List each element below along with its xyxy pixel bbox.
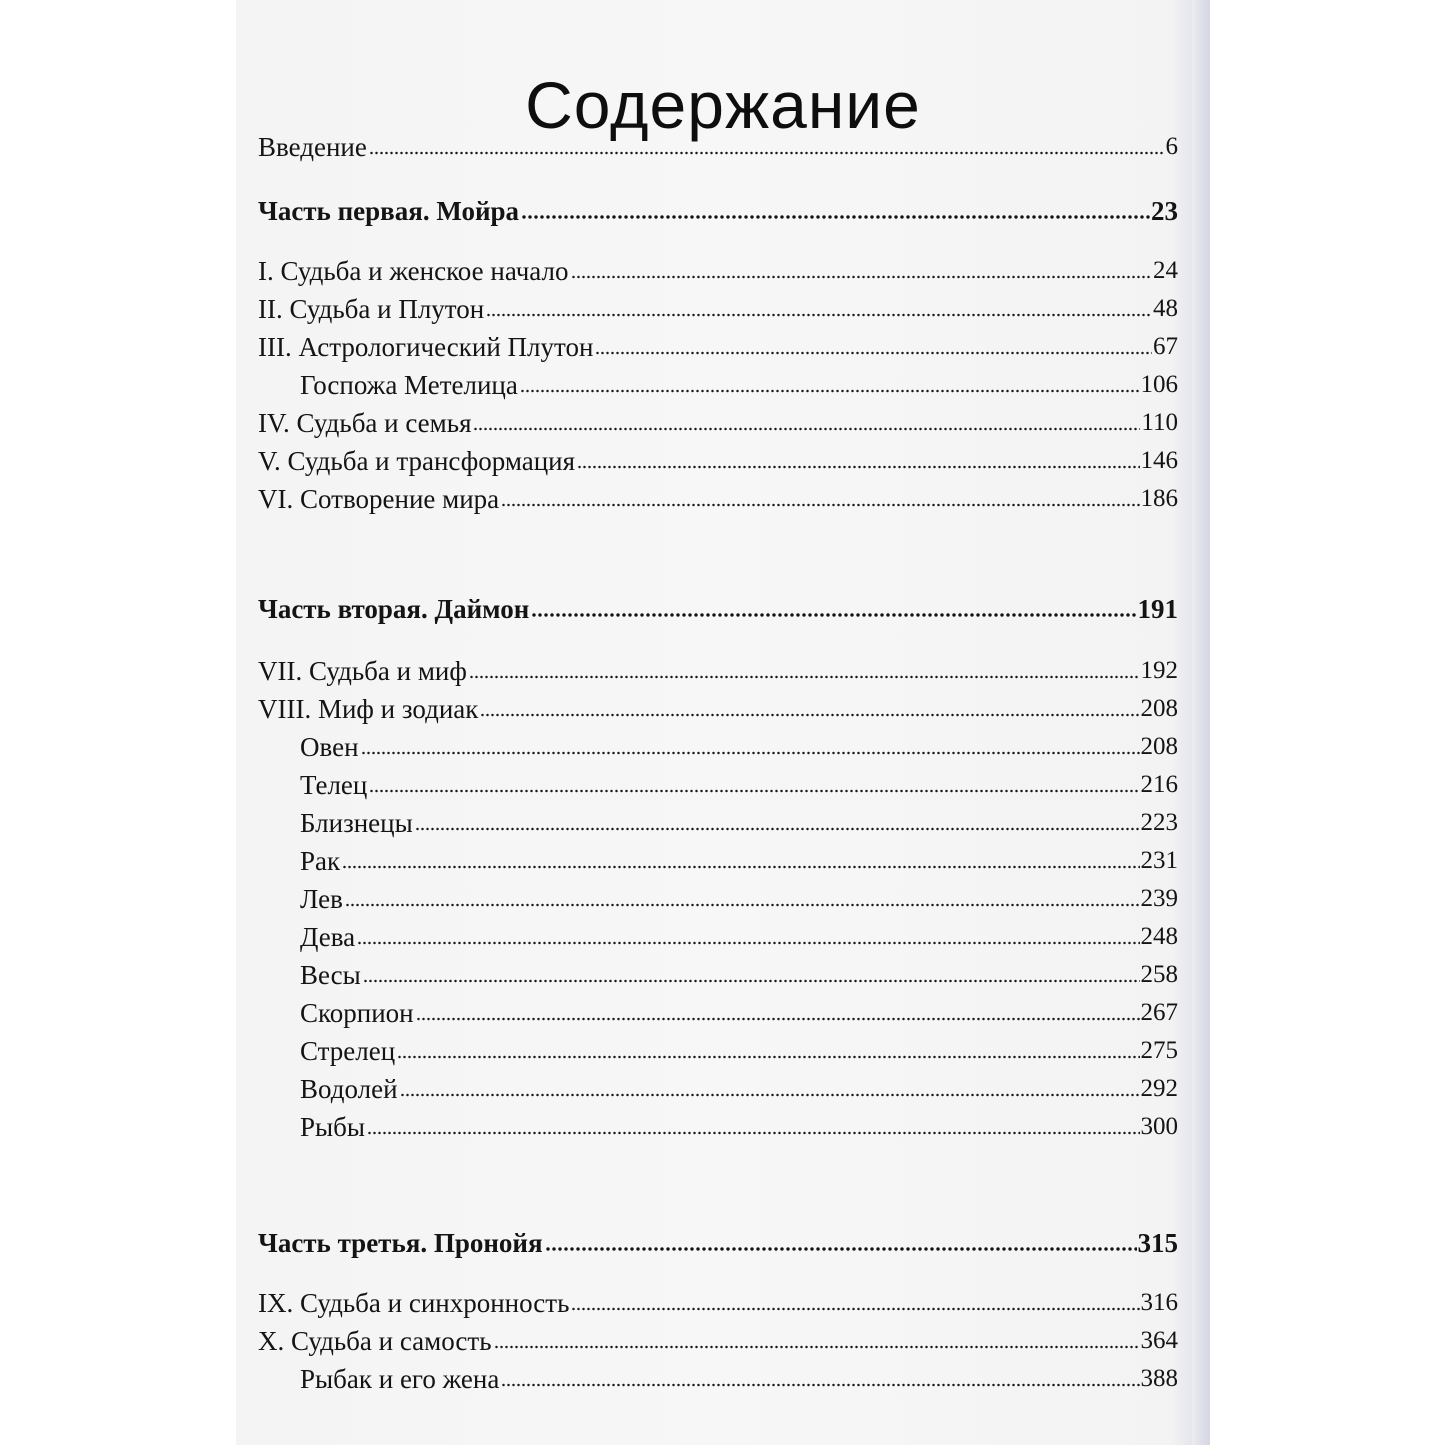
- page-edge: [1192, 0, 1210, 1445]
- toc-entry-page: 23: [1151, 196, 1178, 226]
- toc-entry-label: VII. Судьба и миф: [258, 656, 467, 686]
- toc-entry-label: X. Судьба и самость: [258, 1326, 492, 1356]
- dot-leader: [571, 1305, 1139, 1313]
- toc-entry-label: Госпожа Метелица: [300, 370, 518, 400]
- dot-leader: [521, 213, 1150, 221]
- toc-entry-page: 48: [1153, 295, 1178, 322]
- toc-entry: [258, 804, 1178, 842]
- toc-entry-label: Введение: [258, 132, 367, 162]
- toc-entry-label: VIII. Миф и зодиак: [258, 694, 479, 724]
- toc-entry-page: 300: [1140, 1113, 1178, 1140]
- toc-entry-page: 292: [1140, 1075, 1178, 1102]
- toc-entry-page: 192: [1140, 657, 1178, 684]
- toc-entry: [258, 1284, 1178, 1322]
- toc-entry-page: 208: [1140, 695, 1178, 722]
- dot-leader: [501, 501, 1139, 509]
- dot-leader: [342, 863, 1139, 871]
- toc-entry-label: I. Судьба и женское начало: [258, 256, 569, 286]
- dot-leader: [357, 939, 1139, 947]
- toc-entry-label: Весы: [300, 960, 361, 990]
- toc-entry-page: 315: [1137, 1228, 1178, 1258]
- toc-entry-page: 239: [1140, 885, 1178, 912]
- toc-entry-label: IV. Судьба и семья: [258, 408, 472, 438]
- dot-leader: [363, 977, 1140, 985]
- dot-leader: [571, 273, 1153, 281]
- toc-entry-page: 146: [1140, 447, 1178, 474]
- toc-entry: [258, 956, 1178, 994]
- toc-entry-label: Телец: [300, 770, 368, 800]
- toc-entry: [258, 442, 1178, 480]
- toc-entry-page: 216: [1140, 771, 1178, 798]
- toc-entry: [258, 1108, 1178, 1146]
- toc-entry-page: 316: [1140, 1289, 1178, 1316]
- toc-entry: [258, 994, 1178, 1032]
- dot-leader: [369, 787, 1139, 795]
- toc-entry: [258, 480, 1178, 518]
- dot-leader: [361, 749, 1140, 757]
- dot-leader: [345, 901, 1140, 909]
- toc-entry-page: 208: [1140, 733, 1178, 760]
- toc-entry-label: Часть первая. Мойра: [258, 196, 520, 226]
- toc-entry-label: V. Судьба и трансформация: [258, 446, 576, 476]
- toc-entry: [258, 404, 1178, 442]
- toc-entry-page: 267: [1140, 999, 1178, 1026]
- page-title: Содержание: [525, 68, 921, 143]
- toc-entry-page: 388: [1140, 1365, 1178, 1392]
- toc-entry: [258, 766, 1178, 804]
- toc-entry-label: Лев: [300, 884, 343, 914]
- toc-entry-label: III. Астрологический Плутон: [258, 332, 594, 362]
- toc-entry: [258, 252, 1178, 290]
- toc-entry-page: 106: [1140, 371, 1178, 398]
- toc-entry-label: Водолей: [300, 1074, 398, 1104]
- toc-entry-label: Дева: [300, 922, 356, 952]
- toc-entry: [258, 1032, 1178, 1070]
- toc-entry: [258, 652, 1178, 690]
- toc-part-one: [258, 192, 1178, 230]
- toc-entry-label: Часть вторая. Даймон: [258, 594, 530, 624]
- dot-leader: [520, 387, 1140, 395]
- dot-leader: [577, 463, 1139, 471]
- toc-entry: [258, 366, 1178, 404]
- dot-leader: [545, 1245, 1137, 1253]
- toc-entry-page: 275: [1140, 1037, 1178, 1064]
- toc-entry: [258, 918, 1178, 956]
- toc-entry-page: 364: [1140, 1327, 1178, 1354]
- toc-entry-label: Рак: [300, 846, 341, 876]
- toc-entry: [258, 1322, 1178, 1360]
- toc-entry: [258, 290, 1178, 328]
- toc-entry-label: Стрелец: [300, 1036, 396, 1066]
- toc-entry-label: Скорпион: [300, 998, 414, 1028]
- toc-entry-label: VI. Сотворение мира: [258, 484, 500, 514]
- toc-entry-page: 248: [1140, 923, 1178, 950]
- dot-leader: [367, 1129, 1139, 1137]
- toc-entry: [258, 1360, 1178, 1398]
- toc-entry-page: 6: [1165, 133, 1178, 160]
- toc-entry-label: Близнецы: [300, 808, 413, 838]
- toc-entry-page: 191: [1137, 594, 1178, 624]
- dot-leader: [369, 149, 1165, 157]
- toc-entry: [258, 842, 1178, 880]
- toc-part-two: [258, 590, 1178, 628]
- toc-entry-page: 67: [1153, 333, 1178, 360]
- toc-entry-label: Овен: [300, 732, 359, 762]
- toc-entry: [258, 728, 1178, 766]
- toc-entry: [258, 880, 1178, 918]
- dot-leader: [473, 425, 1140, 433]
- toc-entry-page: 231: [1140, 847, 1178, 874]
- dot-leader: [531, 611, 1136, 619]
- dot-leader: [400, 1091, 1140, 1099]
- toc-entry-page: 24: [1153, 257, 1178, 284]
- dot-leader: [397, 1053, 1139, 1061]
- dot-leader: [494, 1343, 1140, 1351]
- dot-leader: [480, 711, 1139, 719]
- toc-entry-label: Рыбак и его жена: [300, 1364, 500, 1394]
- toc-entry-page: 110: [1141, 409, 1178, 436]
- dot-leader: [469, 673, 1140, 681]
- toc-entry-page: 186: [1140, 485, 1178, 512]
- dot-leader: [415, 825, 1140, 833]
- toc-entry-label: Рыбы: [300, 1112, 366, 1142]
- toc-entry-page: 258: [1140, 961, 1178, 988]
- toc-entry: [258, 690, 1178, 728]
- dot-leader: [486, 311, 1152, 319]
- toc-entry-page: 223: [1140, 809, 1178, 836]
- toc-entry: [258, 328, 1178, 366]
- dot-leader: [501, 1381, 1139, 1389]
- toc-entry-label: IX. Судьба и синхронность: [258, 1288, 570, 1318]
- toc-entry: [258, 1070, 1178, 1108]
- toc-entry-label: II. Судьба и Плутон: [258, 294, 485, 324]
- toc-part-three: [258, 1224, 1178, 1262]
- toc-entry-introduction: [258, 128, 1178, 166]
- book-page: [236, 0, 1210, 1445]
- dot-leader: [595, 349, 1152, 357]
- toc-entry-label: Часть третья. Пронойя: [258, 1228, 543, 1258]
- dot-leader: [416, 1015, 1140, 1023]
